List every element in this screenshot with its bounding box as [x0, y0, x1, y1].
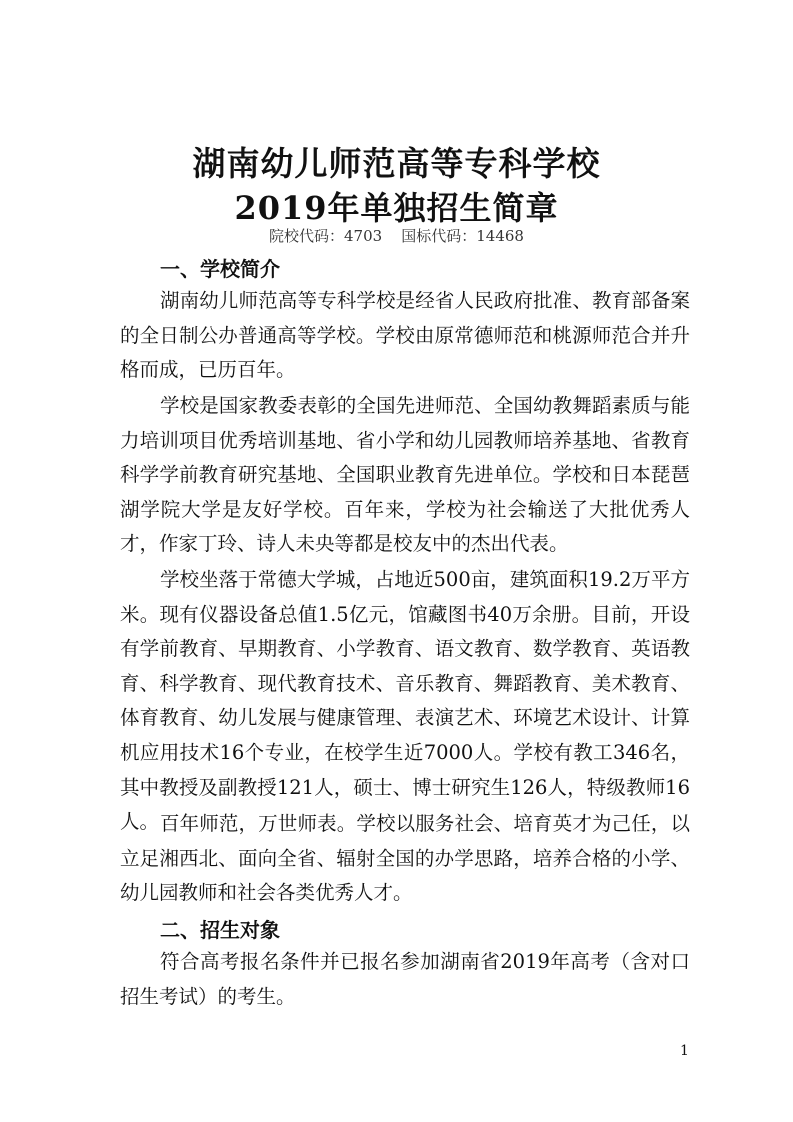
- paragraph-intro-4: 百年师范，万世师表。学校以服务社会、培育英才为己任，以立足湘西北、面向全省、辐射全国的办学思路，培养合格的小学、幼儿园教师和社会各类优秀人才。: [120, 812, 690, 905]
- title-school-name: 湖南幼儿师范高等专科学校: [192, 144, 601, 183]
- title-document-name: 2019年单独招生简章: [234, 189, 559, 227]
- paragraph-intro-2: 学校是国家教委表彰的全国先进师范、全国幼教舞蹈素质与能力培训项目优秀培训基地、省小学和幼儿园教师培养基地、省教育科学学前教育研究基地、全国职业教育先进单位。学校和日本琵琶湖学院大学是友好学校。百年来，学校为社会输送了大批优秀人才，作家丁玲、诗人未央等都是校友中的杰出代表。: [120, 394, 690, 556]
- paragraph-targets-1: 符合高考报名条件并已报名参加湖南省2019年高考（含对口招生考试）的考生。: [120, 950, 690, 1008]
- paragraph-intro-1: 湖南幼儿师范高等专科学校是经省人民政府批准、教育部备案的全日制公办普通高等学校。学校由原常德师范和桃源师范合并升格而成，已历百年。: [120, 289, 690, 382]
- page-number: 1: [680, 1043, 689, 1059]
- section-heading-intro: 一、学校简介: [160, 257, 280, 281]
- section-heading-targets: 二、招生对象: [160, 918, 280, 942]
- paragraph-intro-3: 学校坐落于常德大学城，占地近500亩，建筑面积19.2万平方米。现有仪器设备总值1.5亿元，馆藏图书40万余册。目前，开设有学前教育、早期教育、小学教育、语文教育、数学教育、英语教育、科学教育、现代教育技术、音乐教育、舞蹈教育、美术教育、体育教育、幼儿发展与健康管理、表演艺术、环境艺术设计、计算机应用技术16个专业，在校学生近7000人。学校有教工346名，其中教授及副教授121人，硕士、博士研究生126人，特级教师16人。: [120, 568, 690, 834]
- institution-codes: 院校代码：4703 国标代码：14468: [269, 227, 524, 245]
